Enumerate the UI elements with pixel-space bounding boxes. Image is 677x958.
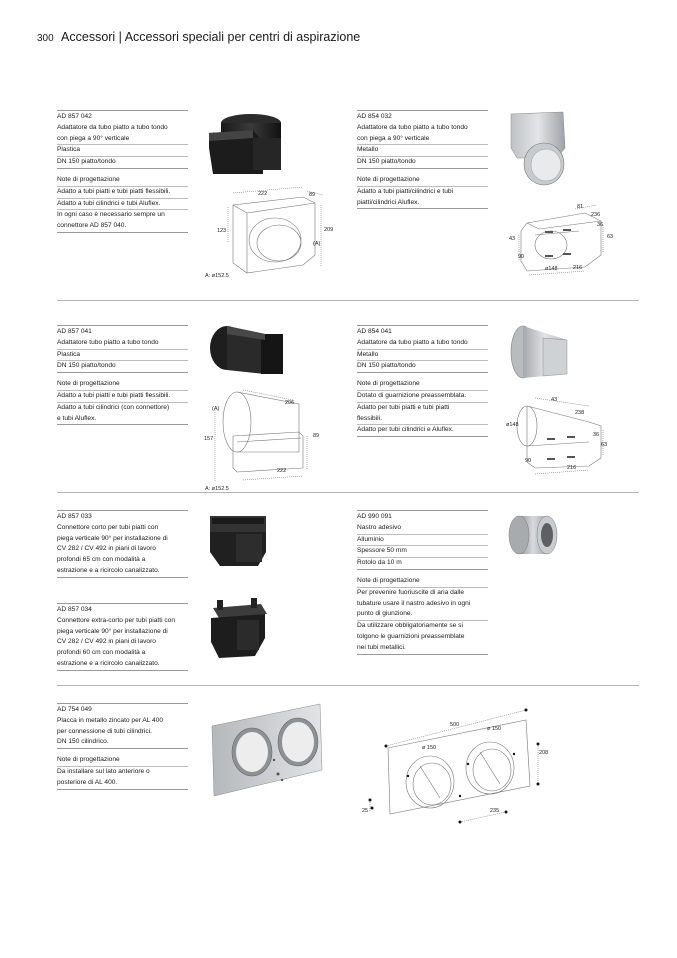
product-material: Alluminio — [357, 534, 488, 546]
product-desc-line: Nastro adesivo — [357, 523, 401, 531]
note-line: connettore AD 857 040. — [57, 221, 188, 233]
product-material: Plastica — [57, 349, 188, 361]
dim-label: 216 — [567, 465, 577, 471]
product-desc-line: con piega a 90° verticale — [57, 134, 130, 142]
drawing-ad857041 — [203, 382, 343, 492]
note-line: piatti/cilindrici Aluflex. — [357, 198, 488, 210]
dim-label: 238 — [575, 410, 585, 416]
product-block-ad854032 — [357, 110, 488, 209]
product-desc-line: Adattatore da tubo piatto a tubo tondo — [57, 123, 168, 131]
product-code: AD 857 041 — [57, 328, 92, 335]
page-header — [37, 30, 360, 44]
product-desc-line: Adattatore da tubo piatto a tubo tondo — [357, 123, 468, 131]
dim-label: 157 — [204, 436, 214, 442]
product-block-ad857034 — [57, 603, 188, 671]
product-size: DN 150 piatto/tondo — [57, 156, 188, 169]
product-block-ad857041 — [57, 325, 188, 425]
note-line: Da installare sul lato anteriore o — [57, 766, 188, 778]
product-size: DN 150 piatto/tondo — [357, 360, 488, 373]
product-block-ad854041 — [357, 325, 488, 437]
dim-label: ø148 — [506, 422, 519, 428]
dim-label: 208 — [539, 750, 549, 756]
product-photo-ad857041 — [205, 320, 287, 380]
product-roll: Rotolo da 10 m — [357, 557, 488, 570]
product-desc-line: piega verticale 90° per installazione di — [57, 627, 168, 635]
note-line: Adatto a tubi piatti e tubi piatti flessibili. — [57, 390, 188, 402]
product-desc-line: Adattatore tubo piatto a tubo tondo — [57, 338, 159, 346]
product-desc-line: profondi 65 cm con modalità a — [57, 556, 146, 564]
product-code: AD 857 042 — [57, 113, 92, 120]
product-desc-line: estrazione e a ricircolo canalizzato. — [57, 566, 188, 578]
product-desc-line: piega verticale 90° per installazione di — [57, 534, 168, 542]
note-line: In ogni caso è necessario sempre un — [57, 209, 188, 221]
product-photo-ad854041 — [507, 320, 571, 385]
note-line: Adatto per tubi cilindrici e Aluflex. — [357, 424, 488, 437]
note-line: tolgono le guarnizioni preassemblate — [357, 632, 465, 640]
dim-label: 236 — [591, 212, 601, 218]
product-desc-line: profondi 60 cm con modalità a — [57, 649, 146, 657]
product-size: DN 150 piatto/tondo — [357, 156, 488, 169]
product-photo-ad754049 — [208, 700, 326, 800]
page-title: Accessori | Accessori speciali per centri di aspirazione — [61, 30, 361, 44]
product-code: AD 857 033 — [57, 513, 92, 520]
page-number: 300 — [37, 33, 54, 44]
drawing-note: A: ø152.5 — [205, 273, 229, 279]
notes-title: Note di progettazione — [57, 756, 120, 764]
product-code: AD 854 032 — [357, 113, 392, 120]
dim-label: 206 — [285, 400, 295, 406]
product-photo-ad857033 — [208, 512, 270, 570]
note-line: Dotato di guarnizione preassemblata. — [357, 390, 488, 402]
dim-label: 63 — [607, 234, 614, 240]
product-size: DN 150 piatto/tondo — [57, 360, 188, 373]
section-divider — [57, 492, 639, 493]
note-line: tubature usare il nastro adesivo in ogni — [357, 599, 471, 607]
dim-label: ø 150 — [487, 726, 502, 732]
dim-label: (A) — [212, 406, 220, 412]
dim-label: 216 — [573, 265, 583, 271]
dim-label: 43 — [551, 397, 558, 403]
product-desc-line: CV 282 / CV 492 in piani di lavoro — [57, 545, 156, 553]
section-divider — [57, 300, 639, 301]
product-photo-ad990091 — [507, 512, 563, 558]
drawing-note: A: ø152.5 — [205, 486, 229, 492]
product-code: AD 854 041 — [357, 328, 392, 335]
notes-title: Note di progettazione — [357, 380, 420, 388]
drawing-ad754049 — [360, 700, 555, 828]
product-material: Metallo — [357, 144, 488, 156]
product-desc-line: Adattatore da tubo piatto a tubo tondo — [357, 338, 468, 346]
dim-label: 89 — [309, 192, 316, 198]
note-line: nei tubi metallici. — [357, 643, 488, 655]
drawing-ad854032 — [505, 195, 625, 280]
product-code: AD 990 091 — [357, 513, 392, 520]
product-desc-line: Connettore extra-corto per tubi piatti con — [57, 616, 176, 624]
product-code: AD 754 049 — [57, 706, 92, 713]
product-desc-line: CV 282 / CV 492 in piani di lavoro — [57, 638, 156, 646]
product-desc-line: Placca in metallo zincato per AL 400 — [57, 716, 164, 724]
dim-label: 25 — [362, 808, 369, 814]
note-line: flessibili. — [357, 414, 382, 422]
dim-label: 123 — [217, 228, 227, 234]
product-code: AD 857 034 — [57, 606, 92, 613]
drawing-ad854041 — [505, 392, 625, 477]
note-line: Per prevenire fuoriuscite di aria dalle — [357, 587, 488, 599]
note-line: e tubi Aluflex. — [57, 414, 188, 426]
product-desc-line: DN 150 cilindrico. — [57, 737, 188, 749]
dim-label: 500 — [450, 722, 460, 728]
product-photo-ad854032 — [507, 108, 569, 188]
dim-label: 222 — [277, 468, 287, 474]
product-desc-line: estrazione e a ricircolo canalizzato. — [57, 659, 188, 671]
notes-title: Note di progettazione — [357, 175, 420, 183]
dim-label: ø 150 — [422, 745, 437, 751]
dim-label: 235 — [490, 808, 500, 814]
drawing-ad857042 — [203, 185, 343, 280]
product-photo-ad857034 — [205, 598, 271, 662]
product-desc-line: con piega a 90° verticale — [357, 134, 430, 142]
section-divider — [57, 685, 639, 686]
dim-label: 36 — [597, 222, 604, 228]
notes-title: Note di progettazione — [57, 380, 120, 388]
dim-label: 89 — [313, 433, 320, 439]
dim-label: 90 — [525, 458, 532, 464]
notes-title: Note di progettazione — [57, 175, 120, 183]
product-block-ad990091 — [357, 510, 488, 655]
note-line: Adatto per tubi piatti e tubi piatti — [357, 402, 488, 414]
dim-label: 222 — [258, 191, 268, 197]
product-block-ad754049 — [57, 703, 188, 790]
product-block-ad857042 — [57, 110, 188, 233]
dim-label: 43 — [509, 236, 516, 242]
dim-label: 90 — [518, 254, 525, 260]
note-line: Da utilizzare obbligatoriamente se si — [357, 620, 488, 632]
product-desc-line: per connessione di tubi cilindrici. — [57, 727, 152, 735]
dim-label: (A) — [313, 241, 321, 247]
note-line: Adatto a tubi piatti e tubi piatti flessibili. — [57, 186, 188, 198]
note-line: punto di giunzione. — [357, 610, 413, 618]
note-line: Adatto a tubi cilindrici (con connettore) — [57, 402, 188, 414]
notes-title: Note di progettazione — [357, 576, 420, 584]
product-material: Plastica — [57, 144, 188, 156]
dim-label: 63 — [601, 442, 608, 448]
note-line: Adatto a tubi piatti/cilindrici e tubi — [357, 186, 488, 198]
dim-label: 81 — [577, 204, 584, 210]
product-desc-line: Connettore corto per tubi piatti con — [57, 523, 159, 531]
dim-label: 36 — [593, 432, 600, 438]
product-photo-ad857042 — [203, 108, 285, 180]
product-thickness: Spessore 50 mm — [357, 545, 488, 557]
product-material: Metallo — [357, 349, 488, 361]
dim-label: ø148 — [545, 266, 558, 272]
note-line: Adatto a tubi cilindrici e tubi Aluflex. — [57, 198, 188, 210]
note-line: posteriore di AL 400. — [57, 778, 188, 790]
product-block-ad857033 — [57, 510, 188, 578]
dim-label: 209 — [324, 227, 334, 233]
